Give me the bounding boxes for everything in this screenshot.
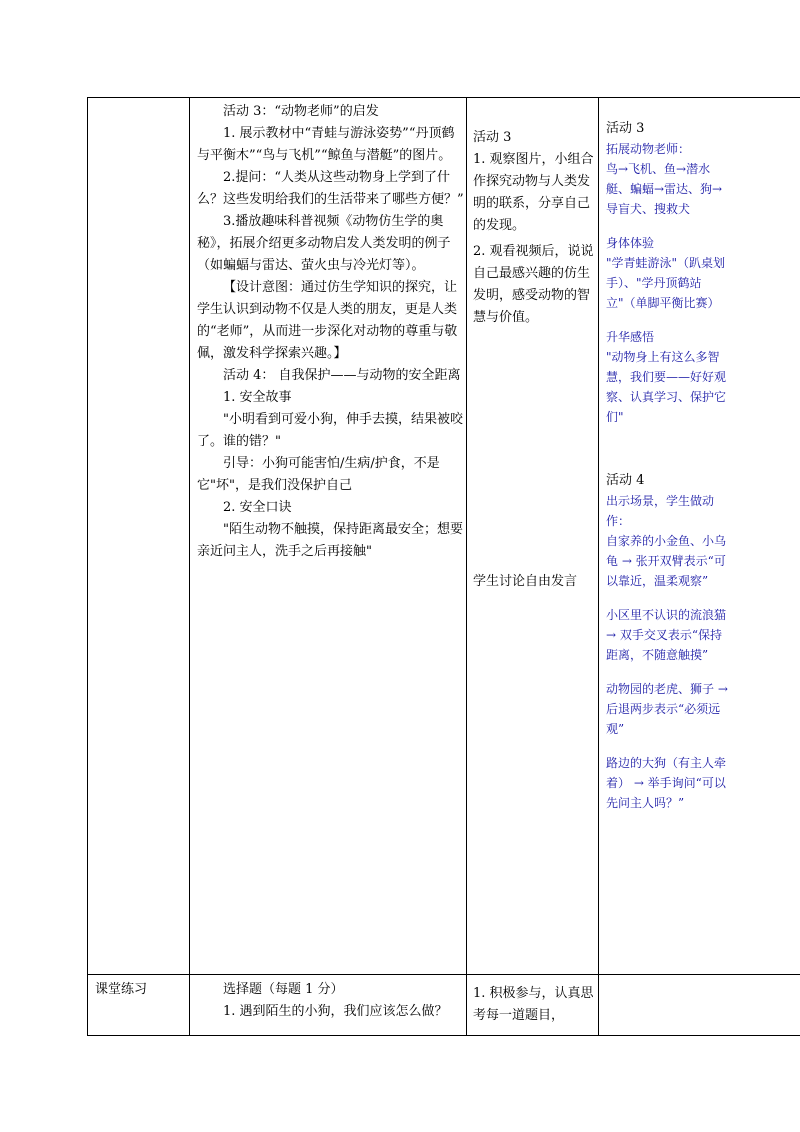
notes-sublimation-text: "动物身上有这么多智慧，我们要——好好观察、认真学习、保护它们" — [606, 350, 727, 424]
notes-scene-1: 自家养的小金鱼、小乌龟 → 张开双臂表示“可以靠近，温柔观察” — [606, 534, 727, 588]
practice-student-text: 1. 积极参与，认真思考每一道题目， — [473, 986, 594, 1023]
student-activity3-title: 活动 3 — [473, 130, 512, 145]
column-divider-3 — [598, 97, 599, 1036]
notes-activity4-intro: 出示场景，学生做动作： — [606, 494, 715, 528]
student-activity3-step2: 2. 观看视频后，说说自己最感兴趣的仿生发明，感受动物的智慧与价值。 — [473, 244, 594, 325]
practice-student-cell — [473, 983, 595, 1027]
student-activity3-step1: 1. 观察图片，小组合作探究动物与人类发明的联系，分享自己的发现。 — [473, 152, 594, 233]
column-divider-1 — [189, 97, 190, 1036]
row-label-classroom-practice — [95, 979, 187, 1001]
table-border-bottom — [87, 1035, 800, 1036]
safety-story-heading: 1. 安全故事 — [223, 390, 292, 405]
notes-scene-4: 路边的大狗（有主人牵着） → 举手询问“可以先问主人吗？” — [606, 756, 727, 810]
lesson-plan-table — [87, 97, 800, 1036]
table-border-left — [87, 97, 88, 1036]
row-divider — [87, 974, 800, 975]
student-discussion: 学生讨论自由发言 — [473, 574, 578, 589]
student-activity4-cell — [473, 571, 595, 593]
student-activity3-cell — [473, 127, 595, 329]
activity3-step2: 2.提问：“人类从这些动物身上学到了什么？这些发明给我们的生活带来了哪些方便？” — [197, 170, 464, 207]
activity3-step1: 1. 展示教材中“青蛙与游泳姿势”“丹顶鹤与平衡木”“鸟与飞机”“鲸鱼与潜艇”的图片。 — [197, 126, 455, 163]
notes-body-title: 身体体验 — [606, 236, 655, 250]
notes-scene-3: 动物园的老虎、狮子 → 后退两步表示“必须远观” — [606, 682, 728, 736]
notes-activity3-list: 鸟→飞机、鱼→潜水艇、蝙蝠→雷达、狗→导盲犬、搜救犬 — [606, 162, 723, 216]
practice-question-1: 1. 遇到陌生的小狗，我们应该怎么做？ — [223, 1004, 448, 1019]
practice-heading: 选择题（每题 1 分） — [223, 982, 344, 997]
notes-activity4-title: 活动 4 — [606, 473, 645, 488]
notes-activity3-sub: 拓展动物老师： — [606, 142, 691, 156]
notes-activity3-title: 活动 3 — [606, 121, 645, 136]
design-intent: 【设计意图：通过仿生学知识的探究，让学生认识到动物不仅是人类的朋友，更是人类的“老师”，从而进一步深化对动物的尊重与敬佩，激发科学探索兴趣。】 — [197, 280, 458, 361]
safety-story-text: "小明看到可爱小狗，伸手去摸，结果被咬了。谁的错？" — [197, 412, 463, 449]
notes-scene-2: 小区里不认识的流浪猫 → 双手交叉表示“保持距离，不随意触摸” — [606, 608, 727, 662]
notes-cell — [606, 119, 730, 813]
guidance-text: 引导：小狗可能害怕/生病/护食，不是它"坏"，是我们没保护自己 — [197, 456, 440, 493]
notes-body-text: "学青蛙游泳"（趴桌划手）、"学丹顶鹤站立"（单脚平衡比赛） — [606, 256, 726, 310]
safety-rhyme-text: "陌生动物不触摸，保持距离最安全；想要亲近问主人，洗手之后再接触" — [197, 522, 463, 559]
teaching-activities-cell — [197, 101, 465, 563]
activity3-title: 活动 3：“动物老师”的启发 — [223, 104, 379, 119]
column-divider-2 — [466, 97, 467, 1036]
classroom-practice-label: 课堂练习 — [95, 982, 148, 997]
activity3-step3: 3.播放趣味科普视频《动物仿生学的奥秘》，拓展介绍更多动物启发人类发明的例子（如蝙蝠与雷达、萤火虫与冷光灯等）。 — [197, 214, 451, 273]
safety-rhyme-heading: 2. 安全口诀 — [223, 500, 292, 515]
notes-sublimation-title: 升华感悟 — [606, 330, 655, 344]
practice-questions-cell — [197, 979, 465, 1023]
table-border-top — [87, 97, 800, 98]
activity4-title: 活动 4： 自我保护——与动物的安全距离 — [223, 368, 461, 383]
